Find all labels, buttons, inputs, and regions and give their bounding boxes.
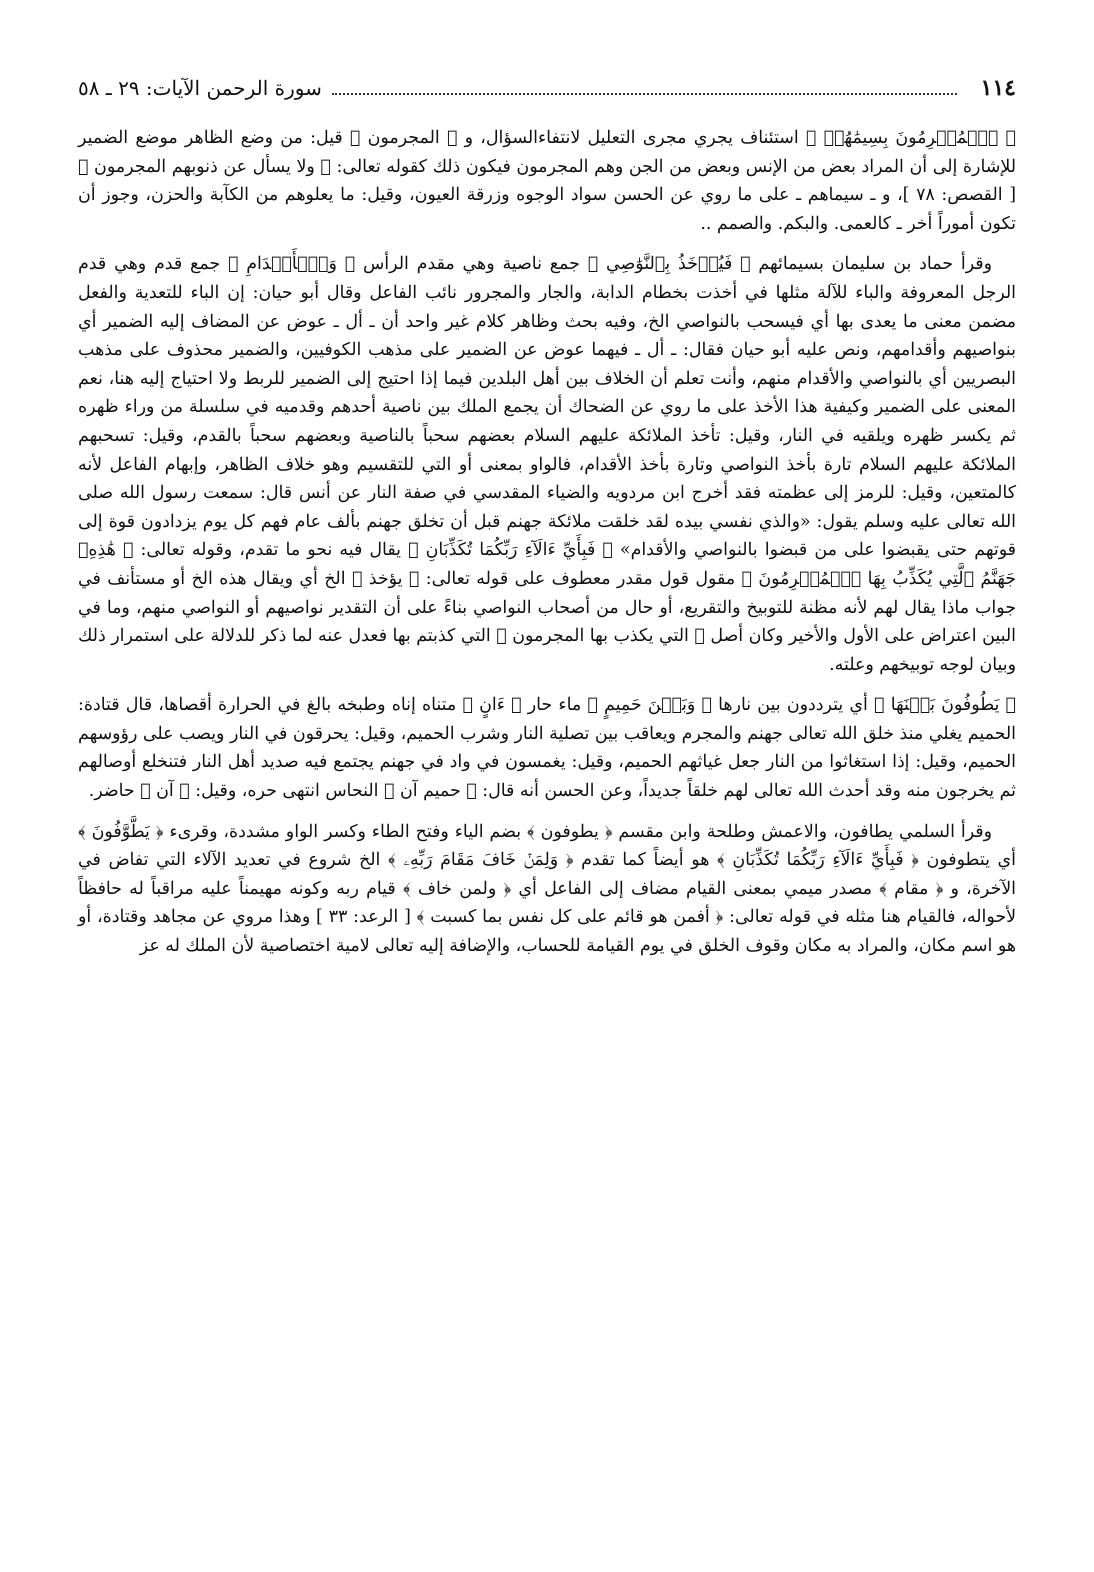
- running-title: سورة الرحمن الآيات: ٢٩ ـ ٥٨: [78, 76, 322, 100]
- page-body: [78, 124, 1016, 973]
- paragraph-4: وقرأ السلمي يطافون، والاعمش وطلحة وابن مقسم ﴿ يطوفون ﴾ بضم الياء وفتح الطاء وكسر الواو مشددة، وقرىء ﴿ يَطَّوَّفُونَ ﴾ أي يتطوفون ﴿ فَبِأَيِّ ءَالَآءِ رَبِّكُمَا تُكَذِّبَانِ ﴾ هو أيضاً كما تقدم ﴿ وَلِمَنۡ خَافَ مَقَامَ رَبِّهِۦ ﴾ الخ شروع في تعديد الآلاء التي تفاض في الآخرة، و ﴿ مقام ﴾ مصدر ميمي بمعنى القيام مضاف إلى الفاعل أي ﴿ ولمن خاف ﴾ قيام ربه وكونه مهيمناً عليه مراقباً له حافظاً لأحواله، فالقيام هنا مثله في قوله تعالى: ﴿ أفمن هو قائم على كل نفس بما كسبت ﴾ [ الرعد: ٣٣ ] وهذا مروي عن مجاهد وقتادة، أو هو اسم مكان، والمراد به مكان وقوف الخلق في يوم القيامة للحساب، والإضافة إليه تعالى لامية اختصاصية لأن الملك له عز: [78, 821, 1016, 957]
- page-number: ١١٤: [980, 75, 1016, 101]
- paragraph-3: ﴿ يَطُوفُونَ بَيۡنَهَا ﴾ أي يترددون بين نارها ﴿ وَبَيۡنَ حَمِيمٍ ﴾ ماء حار ﴿ ءَانٍ ﴾ متناه إناه وطبخه بالغ في الحرارة أقصاها، قال قتادة: الحميم يغلي منذ خلق الله تعالى جهنم والمجرم ويعاقب بين تصلية النار وشرب الحميم، وقيل: يحرقون في النار ويصب على رؤوسهم الحميم، وقيل: إذا استغاثوا من النار جعل غياثهم الحميم، وقيل: يغمسون في واد في جهنم يجتمع فيه صديد أهل النار فتنخلع أوصالهم ثم يخرجون منه وقد أحدث الله تعالى لهم خلقاً جديداً، وعن الحسن أنه قال: ﴿ حميم آن ﴾ النحاس انتهى حره، وقيل: ﴿ آن ﴾ حاضر.: [78, 695, 1016, 802]
- header-dot-leader: [332, 93, 957, 95]
- paragraph-2: وقرأ حماد بن سليمان بسيمائهم ﴿ فَيُؤۡخَذُ بِٱلنَّوَٰصِي ﴾ جمع ناصية وهي مقدم الرأس ﴿ وَٱلۡأَقۡدَامِ ﴾ جمع قدم وهي قدم الرجل المعروفة والباء للآلة مثلها في أخذت بخطام الدابة، والجار والمجرور نائب الفاعل وقال أبو حيان: إن الباء للتعدية والفعل مضمن معنى ما يعدى بها أي فيسحب بالنواصي الخ، وفيه بحث وظاهر كلام غير واحد أن ـ أل ـ عوض عن المضاف إليه الضمير أي بنواصيهم وأقدامهم، ونص عليه أبو حيان فقال: ـ أل ـ فيهما عوض عن الضمير على مذهب الكوفيين، والضمير محذوف على مذهب البصريين أي بالنواصي والأقدام منهم، وأنت تعلم أن الخلاف بين أهل البلدين فيما إذا احتيج إلى الضمير للربط ولا احتياج إليه هنا، نعم المعنى على الضمير وكيفية هذا الأخذ على ما روي عن الضحاك أن يجمع الملك بين ناصية أحدهم وقدميه في سلسلة من وراء ظهره ثم يكسر ظهره ويلقيه في النار، وقيل: تأخذ الملائكة عليهم السلام بعضهم سحباً بالناصية وبعضهم سحباً بالقدم، وقيل: تسحبهم الملائكة عليهم السلام تارة بأخذ النواصي وتارة بأخذ الأقدام، فالواو بمعنى أو التي للتقسيم وهو خلاف الظاهر، وإبهام الفاعل لأنه كالمتعين، وقيل: للرمز إلى عظمته فقد أخرج ابن مردويه والضياء المقدسي في صفة النار عن أنس قال: سمعت رسول الله صلى الله تعالى عليه وسلم يقول: «والذي نفسي بيده لقد خلقت ملائكة جهنم قبل أن تخلق جهنم بألف عام فهم كل يوم يزدادون قوة إلى قوتهم حتى يقبضوا على من قبضوا بالنواصي والأقدام» ﴿ فَبِأَيِّ ءَالَآءِ رَبِّكُمَا تُكَذِّبَانِ ﴾ يقال فيه نحو ما تقدم، وقوله تعالى: ﴿ هَٰذِهِۦ جَهَنَّمُ ٱلَّتِي يُكَذِّبُ بِهَا ٱلۡمُجۡرِمُونَ ﴾ مقول قول مقدر معطوف على قوله تعالى: ﴿ يؤخذ ﴾ الخ أي ويقال هذه الخ أو مستأنف في جواب ماذا يقال لهم لأنه مظنة للتوبيخ والتقريع، أو حال من أصحاب النواصي بناءً على أن التقدير نواصيهم أو النواصي منهم، وما في البين اعتراض على الأول والأخير وكان أصل ﴿ التي يكذب بها المجرمون ﴾ التي كذبتم بها فعدل عنه لما ذكر للدلالة على استمرار ذلك وبيان لوجه توبيخهم وعلته.: [78, 254, 1016, 675]
- running-header: [78, 74, 1016, 102]
- paragraph-1: ﴿ ٱلۡمُجۡرِمُونَ بِسِيمَٰهُمۡ ﴾ استئناف يجري مجرى التعليل لانتفاءالسؤال، و ﴿ المجرمون ﴾ قيل: من وضع الظاهر موضع الضمير للإشارة إلى أن المراد بعض من الإنس وبعض من الجن وهم المجرمون فيكون ذلك كقوله تعالى: ﴿ ولا يسأل عن ذنوبهم المجرمون ﴾ [ القصص: ٧٨ ]، و ـ سيماهم ـ على ما روي عن الحسن سواد الوجوه وزرقة العيون، وقيل: ما يعلوهم من الكآبة والحزن، وجوز أن تكون أموراً أخر ـ كالعمى. والبكم. والصمم ..: [78, 128, 1016, 234]
